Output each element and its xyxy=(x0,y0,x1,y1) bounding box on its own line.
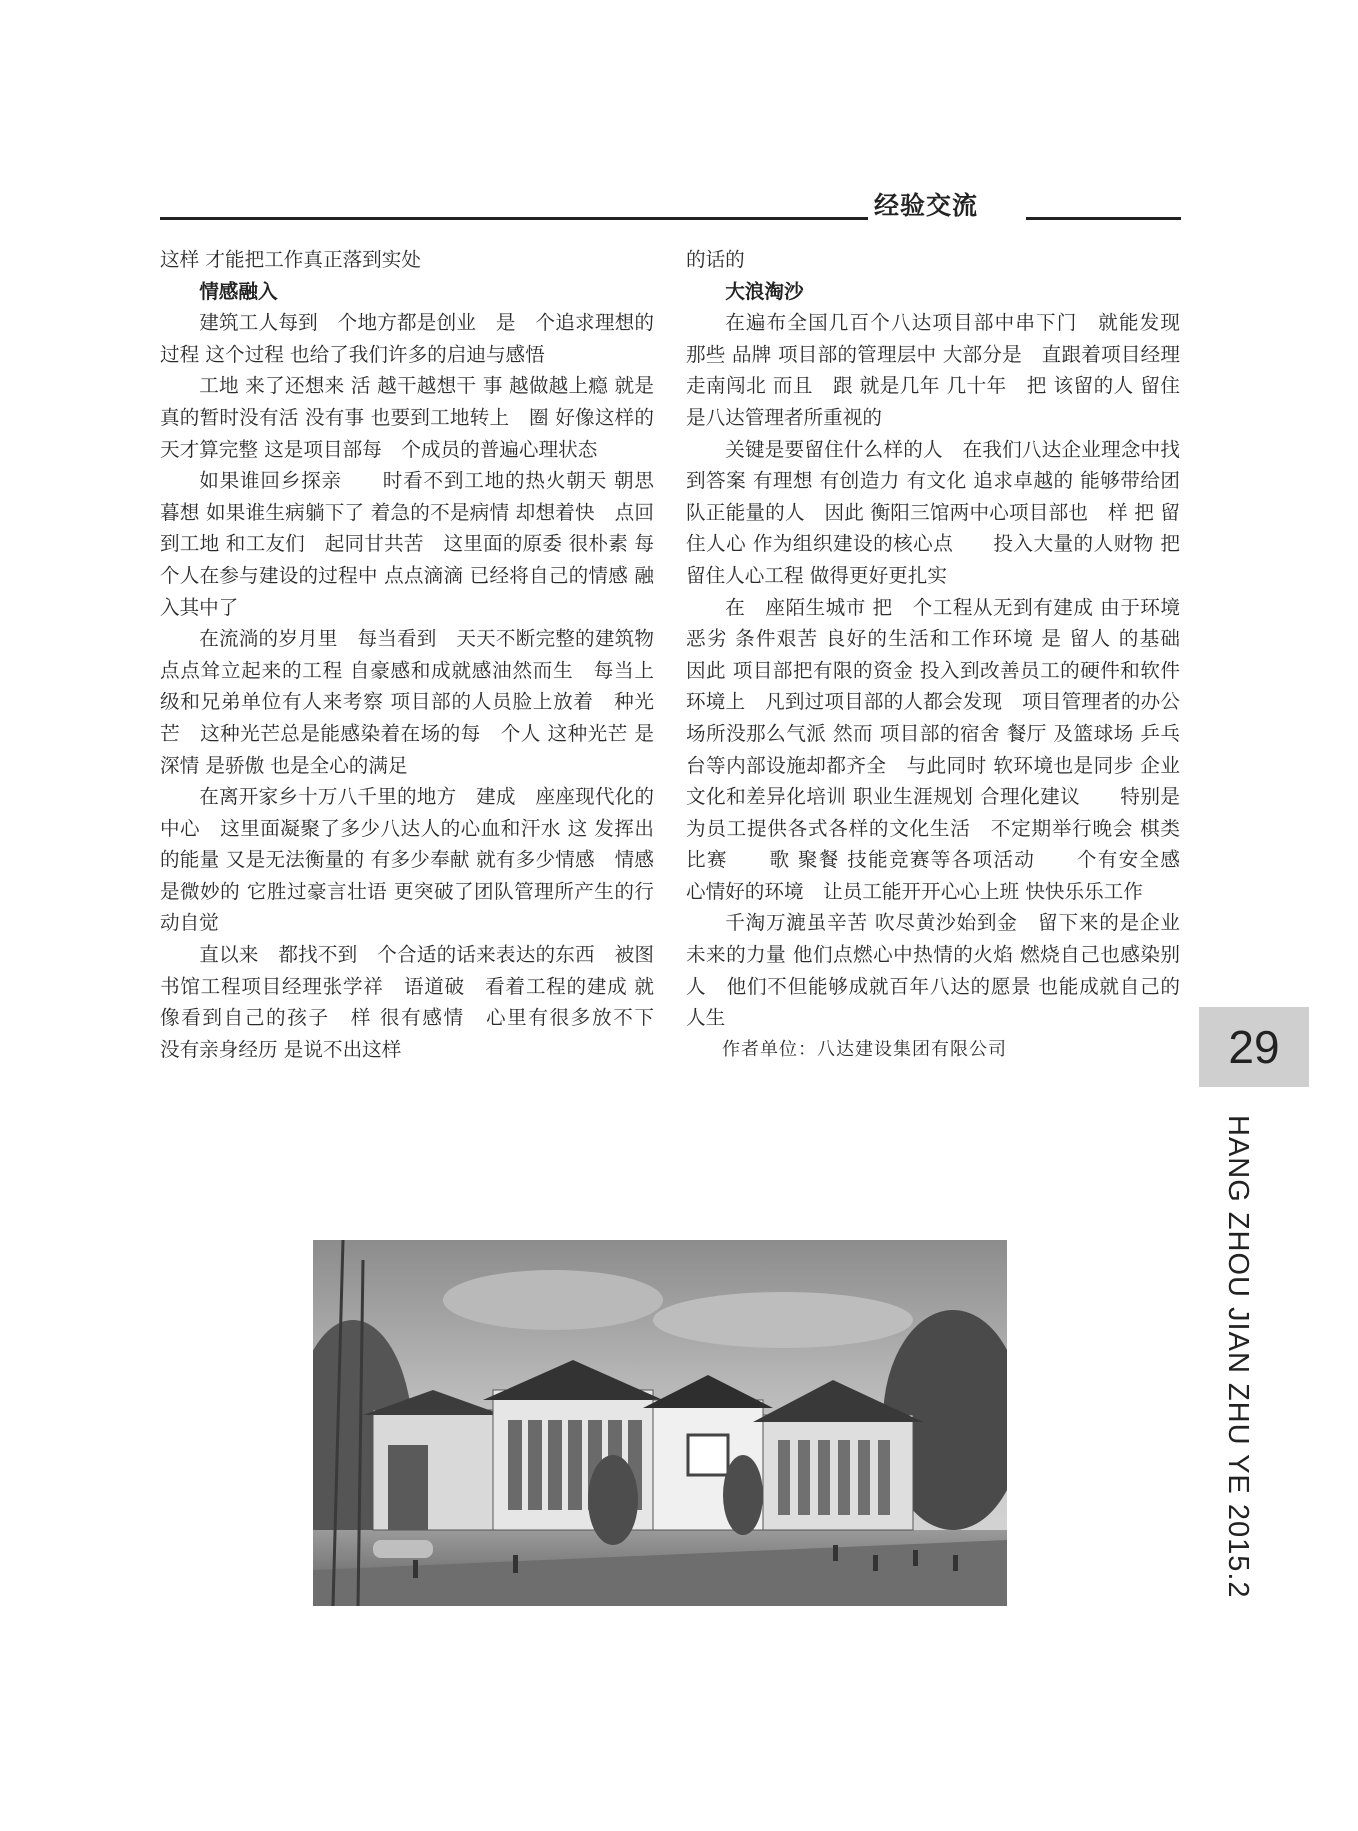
subheading-emotional-integration: 情感融入 xyxy=(199,279,278,303)
header-rule-left xyxy=(160,217,868,220)
left-column xyxy=(160,244,694,1065)
paragraph: 关键是要留住什么样的人 在我们八达企业理念中找到答案 有理想 有创造力 有文化 追求卓越的 能够带给团队正能量的人 因此 衡阳三馆两中心项目部也 样 把 留住人心 作为组织建设的核心点 投入大量的人财物 把留住人心工程 做得更好更扎实 xyxy=(686,437,1180,587)
header-rule-right xyxy=(1026,217,1181,220)
building-rendering-photo xyxy=(313,1240,1007,1606)
section-title: 经验交流 xyxy=(874,191,979,220)
paragraph: 建筑工人每到 个地方都是创业 是 个追求理想的过程 这个过程 也给了我们许多的启迪与感悟 xyxy=(160,311,654,366)
paragraph: 如果谁回乡探亲 时看不到工地的热火朝天 朝思暮想 如果谁生病躺下了 着急的不是病情 却想着快 点回到工地 和工友们 起同甘共苦 这里面的原委 很朴素 每个人在参与建设的过程中 点点滴滴 已经将自己的情感 融入其中了 xyxy=(160,469,654,619)
paragraph: 在离开家乡十万八千里的地方 建成 座座现代化的 中心 这里面凝聚了多少八达人的心血和汗水 这 发挥出的能量 又是无法衡量的 有多少奉献 就有多少情感 情感是微妙的 它胜过豪言壮语 更突破了团队管理所产生的行动自觉 xyxy=(160,785,654,935)
paragraph: 在流淌的岁月里 每当看到 天天不断完整的建筑物 点点耸立起来的工程 自豪感和成就感油然而生 每当上级和兄弟单位有人来考察 项目部的人员脸上放着 种光芒 这种光芒总是能感染着在场的每 个人 这种光芒 是深情 是骄傲 也是全心的满足 xyxy=(160,627,694,777)
car xyxy=(373,1540,433,1558)
subheading-sifting-sand: 大浪淘沙 xyxy=(725,279,804,303)
right-column xyxy=(686,244,1200,1065)
tree xyxy=(723,1455,763,1535)
paragraph: 在遍布全国几百个八达项目部中串下门 就能发现 那些 品牌 项目部的管理层中 大部分是 直跟着项目经理走南闯北 而且 跟 就是几年 几十年 把 该留的人 留住 是八达管理者所重视的 xyxy=(686,311,1180,429)
author-affiliation: 作者单位：八达建设集团有限公司 xyxy=(722,1038,1007,1060)
emblem-window xyxy=(688,1435,728,1475)
paragraph: 千淘万漉虽辛苦 吹尽黄沙始到金 留下来的是企业未来的力量 他们点燃心中热情的火焰 燃烧自己也感染别人 他们不但能够成就百年八达的愿景 也能成就自己的人生 xyxy=(686,911,1180,1030)
paragraph: 工地 来了还想来 活 越干越想干 事 越做越上瘾 就是真的暂时没有活 没有事 也要到工地转上 圈 好像这样的 天才算完整 这是项目部每 个成员的普遍心理状态 xyxy=(160,374,674,461)
paragraph: 在 座陌生城市 把 个工程从无到有建成 由于环境恶劣 条件艰苦 良好的生活和工作环境 是 留人 的基础 因此 项目部把有限的资金 投入到改善员工的硬件和软件环境上 凡到过项目部的人都会发现 项目管理者的办公场所没那么气派 然而 项目部的宿舍 餐厅 及篮球场 乒乓台等内部设施却都齐全 与此同时 软环境也是同步 企业文化和差异化培训 职业生涯规划 合理化建议 特别是为员工提供各式各样的文化生活 不定期举行晚会 棋类比赛 歌 聚餐 技能竞赛等各项活动 个有安全感 心情好的环境 让员工能开开心心上班 快快乐乐工作 xyxy=(686,595,1200,903)
building-rendering-illustration xyxy=(313,1240,1007,1606)
page-number: 29 xyxy=(1228,1021,1280,1073)
journal-title-vertical: HANG ZHOU JIAN ZHU YE 2015.2 xyxy=(1222,1115,1254,1599)
paragraph: 的话的 xyxy=(686,248,745,271)
page-number-box xyxy=(1199,1007,1309,1087)
cloud xyxy=(653,1292,913,1348)
cloud xyxy=(443,1270,663,1330)
tree xyxy=(588,1455,638,1545)
paragraph: 直以来 都找不到 个合适的话来表达的东西 被图书馆工程项目经理张学祥 语道破 看着工程的建成 就像看到自己的孩子 样 很有感情 心里有很多放不下 没有亲身经历 是说不出这样 xyxy=(160,943,694,1061)
paragraph: 这样 才能把工作真正落到实处 xyxy=(160,248,421,271)
entrance xyxy=(388,1445,428,1530)
